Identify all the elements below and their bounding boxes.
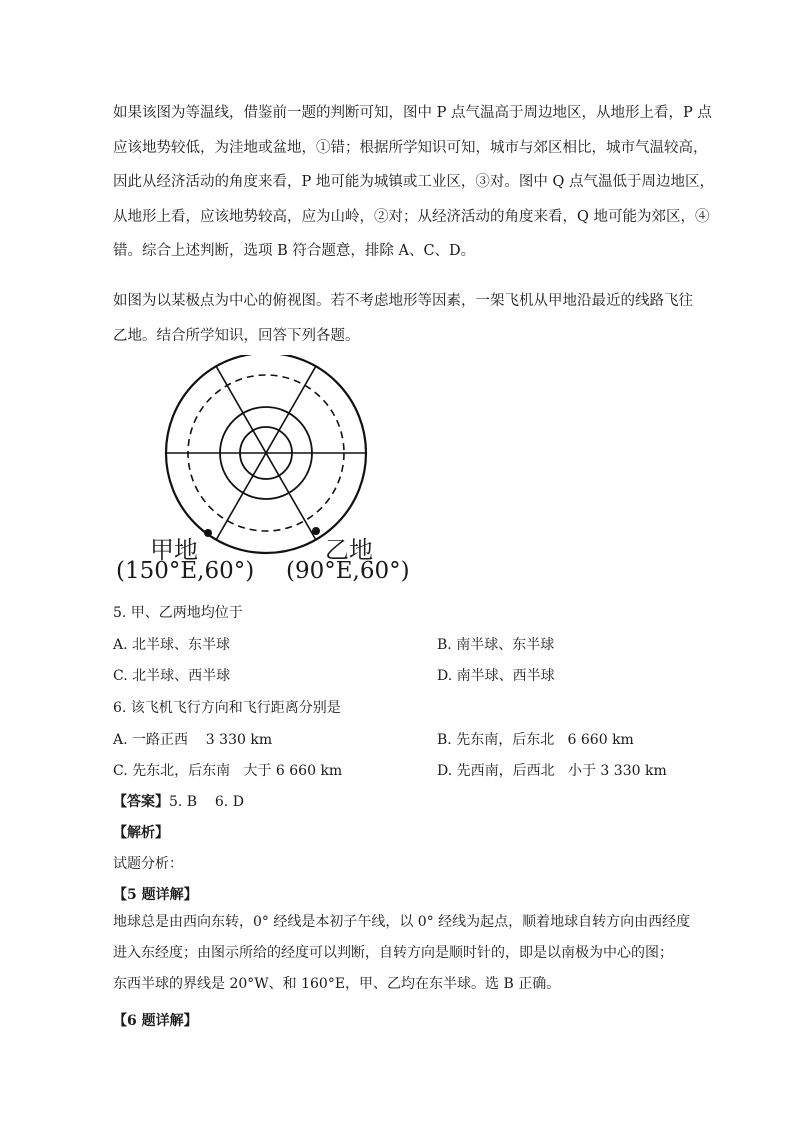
point-yi-label: 乙地 xyxy=(325,536,373,564)
polar-view-diagram xyxy=(160,355,380,555)
answer-text: 5. B 6. D xyxy=(169,794,244,810)
intro-line: 因此从经济活动的角度来看，P 地可能为城镇或工业区，③对。图中 Q 点气温低于周边地区， xyxy=(113,174,714,190)
detail5-line: 进入东经度；由图示所给的经度可以判断，自转方向是顺时针的，即是以南极为中心的图； xyxy=(113,945,673,961)
point-jia-label: 甲地 xyxy=(150,536,198,564)
q5-option-a: A. 北半球、东半球 xyxy=(113,637,231,653)
stem-line: 乙地。结合所学知识，回答下列各题。 xyxy=(113,327,360,344)
analysis-label: 【解析】 xyxy=(113,825,169,841)
point-jia-coord: (150°E,60°) xyxy=(116,558,255,584)
intro-paragraph xyxy=(113,96,714,269)
stem-line: 如图为以某极点为中心的俯视图。若不考虑地形等因素，一架飞机从甲地沿最近的线路飞往 xyxy=(113,293,693,309)
detail6-label: 【6 题详解】 xyxy=(113,1013,198,1029)
point-yi-coord: (90°E,60°) xyxy=(286,558,410,584)
answer-row xyxy=(113,791,244,811)
detail5-label: 【5 题详解】 xyxy=(113,887,198,903)
q6-option-a: A. 一路正西 3 330 km xyxy=(113,732,273,748)
question-stem xyxy=(113,284,703,353)
q5-stem: 5. 甲、乙两地均位于 xyxy=(113,605,243,621)
detail5-paragraph xyxy=(113,907,703,1000)
intro-line: 应该地势较低，为洼地或盆地，①错；根据所学知识可知，城市与郊区相比，城市气温较高， xyxy=(113,139,708,156)
analysis-intro: 试题分析： xyxy=(113,856,183,872)
q5-option-c: C. 北半球、西半球 xyxy=(113,668,231,684)
answer-label: 【答案】 xyxy=(113,794,169,810)
q6-stem: 6. 该飞机飞行方向和飞行距离分别是 xyxy=(113,700,341,716)
q6-option-b: B. 先东南，后东北 6 660 km xyxy=(437,732,634,748)
q6-option-c: C. 先东北，后东南 大于 6 660 km xyxy=(113,763,343,779)
intro-line: 如果该图为等温线，借鉴前一题的判断可知，图中 P 点气温高于周边地区，从地形上看，P 点 xyxy=(113,105,712,121)
point-yi-marker xyxy=(312,527,320,535)
q5-option-b: B. 南半球、东半球 xyxy=(437,637,555,653)
intro-line: 错。综合上述判断，选项 B 符合题意，排除 A、C、D。 xyxy=(113,243,476,259)
detail5-line: 东西半球的界线是 20°W、和 160°E，甲、乙均在东半球。选 B 正确。 xyxy=(113,976,561,992)
q6-option-d: D. 先西南，后西北 小于 3 330 km xyxy=(437,763,667,779)
intro-line: 从地形上看，应该地势较高，应为山岭，②对；从经济活动的角度来看，Q 地可能为郊区，④ xyxy=(113,208,710,225)
detail5-line: 地球总是由西向东转，0° 经线是本初子午线，以 0° 经线为起点，顺着地球自转方向由西经度 xyxy=(113,914,691,930)
q5-option-d: D. 南半球、西半球 xyxy=(437,668,555,684)
point-jia-marker xyxy=(204,529,212,537)
